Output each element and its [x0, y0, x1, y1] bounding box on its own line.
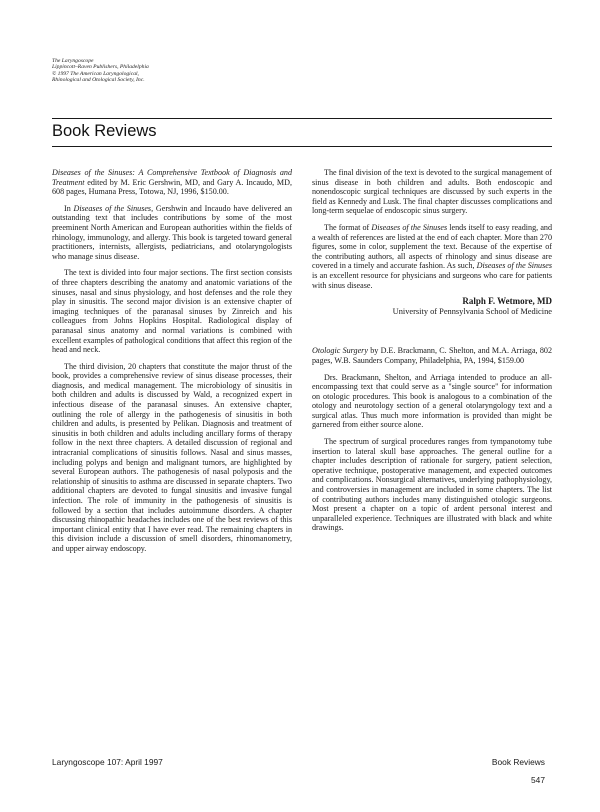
book-title-ref: Diseases of the Sinuses,: [73, 203, 154, 213]
reviewer-name: Ralph F. Wetmore, MD: [462, 296, 552, 307]
book-title: Diseases of the Sinuses: A Comprehensive Textbook of Diagnosis and Treatment: [52, 168, 292, 187]
review-separator: [312, 316, 552, 346]
book-title-ref: Diseases of the Sinuses: [476, 261, 552, 271]
paragraph: [312, 223, 552, 290]
paragraph: The text is divided into four major sections. The first section consists of three chapters describing the anatomy and anatomic variations of the sinuses, nasal and sinus physiology, and host defenses and the role they play in sinusitis. The second major division is an extensive chapter of imaging techniques of the paranasal sinuses by Zinreich and his colleagues from Johns Hopkins Hospital. Radiological display of paranasal sinus anatomy and normal variations is combined with excellent examples of pathological conditions that affect this region of the head and neck.: [52, 268, 292, 355]
masthead-line: Rhinological and Otological Society, Inc.: [52, 77, 145, 84]
section-rule-bottom: [52, 146, 552, 147]
review-citation: [52, 168, 292, 197]
citation-text: edited by M. Eric Gershwin, MD, and Gary A. Incaudo, MD, 608 pages, Humana Press, Totowa, NJ, 1996, $150.00.: [52, 177, 292, 197]
paragraph: The final division of the text is devoted to the surgical management of sinus disease in both children and adults. Both endoscopic and nonendoscopic surgical techniques are discussed by such experts in the field as Kennedy and Lusk. The final chapter discusses complications and long-term sequelae of endoscopic sinus surgery.: [312, 168, 552, 216]
paragraph-text: Gershwin and Incaudo have delivered an outstanding text that includes contributions by some of the most preeminent North American and European authorities within the fields of rhinology, immunology, and allergy. This book is targeted toward general practitioners, internists, allergists, pediatricians, and otolaryngologists who manage sinus disease.: [52, 203, 292, 261]
journal-masthead: [52, 58, 352, 84]
right-column: [312, 168, 552, 540]
left-column: [52, 168, 292, 561]
book-title-ref: Diseases of the Sinuses: [371, 222, 448, 232]
paragraph: [52, 204, 292, 262]
citation-text: by D.E. Brackmann, C. Shelton, and M.A. Arriaga, 802 pages, W.B. Saunders Company, Philadelphia, PA, 1994, $159.00: [312, 346, 552, 365]
footer-section: Book Reviews: [491, 757, 545, 767]
paragraph-text: is an excellent resource for physicians and surgeons who care for patients with sinus disease.: [312, 270, 552, 290]
paragraph: Drs. Brackmann, Shelton, and Arriaga intended to produce an all-encompassing text that could serve as a "single source" for information on otologic procedures. This book is analogous to a combination of the otology and neurotology section of a general otolaryngology text and a surgical atlas. Thus much more information is provided than might be garnered from either source alone.: [312, 372, 552, 430]
section-rule-top: [52, 118, 552, 119]
paragraph: The third division, 20 chapters that constitute the major thrust of the book, provides a comprehensive review of sinus disease processes, their diagnosis, and medical management. The microbiology of sinusitis in both children and adults is discussed by Wald, a recognized expert in infectious disease of the paranasal sinuses. An extensive chapter, outlining the role of allergy in the pathogenesis of sinusitis in both children and adults, is presented by Pelikan. Diagnosis and treatment of sinusitis in both children and adults including ancillary forms of therapy follow in the next three chapters. A detailed discussion of regional and intracranial complications of sinusitis follows. Nasal and sinus masses, including polyps and benign and malignant tumors, are highlighted by several European authors. The pathogenesis of nasal polyposis and the relationship of sinusitis to asthma are discussed in separate chapters. Two additional chapters are devoted to fungal sinusitis and invasive fungal infection. The role of immunity in the pathogenesis of sinusitis is followed by a section that includes autoimmune disorders. A chapter discussing rhinopathic headaches includes one of the best reviews of this important clinical entity that I have ever read. The remaining chapters in this division include a discussion of smell disorders, rhinomanometry, and upper airway endoscopy.: [52, 361, 292, 553]
section-title: Book Reviews: [52, 122, 157, 140]
book-title: Otologic Surgery: [312, 346, 368, 356]
paragraph-text: In: [64, 203, 71, 213]
reviewer-signature: [312, 297, 552, 316]
masthead-line: The Laryngoscope: [52, 58, 94, 64]
footer-journal: Laryngoscope 107: April 1997: [52, 757, 163, 767]
paragraph: The spectrum of surgical procedures ranges from tympanotomy tube insertion to lateral skull base approaches. The general outline for a chapter includes description of rationale for surgery, patient selection, operative technique, postoperative management, and expected outcomes and complications. Nonsurgical alternatives, underlying pathophysiology, and controversies in management are included in some chapters. The list of contributing authors includes many distinguished otologic surgeons. Most present a chapter on a topic of ardent personal interest and unparalleled experience. Techniques are illustrated with black and white drawings.: [312, 437, 552, 533]
review-citation: [312, 346, 552, 365]
masthead-line: © 1997 The American Laryngological,: [52, 70, 139, 77]
masthead-line: Lippincott–Raven Publishers, Philadelphia: [52, 64, 149, 71]
paragraph-text: The format of: [324, 222, 370, 232]
paragraph-text: lends itself to easy reading, and a wealth of references are listed at the end of each chapter. More than 270 figures, some in color, supplement the text. Because of the expertise of the contributing authors, all aspects of rhinology and sinus disease are covered in a timely and accurate fashion. As such,: [312, 222, 552, 271]
page-number: 547: [531, 775, 545, 785]
reviewer-affiliation: University of Pennsylvania School of Medicine: [392, 306, 552, 316]
